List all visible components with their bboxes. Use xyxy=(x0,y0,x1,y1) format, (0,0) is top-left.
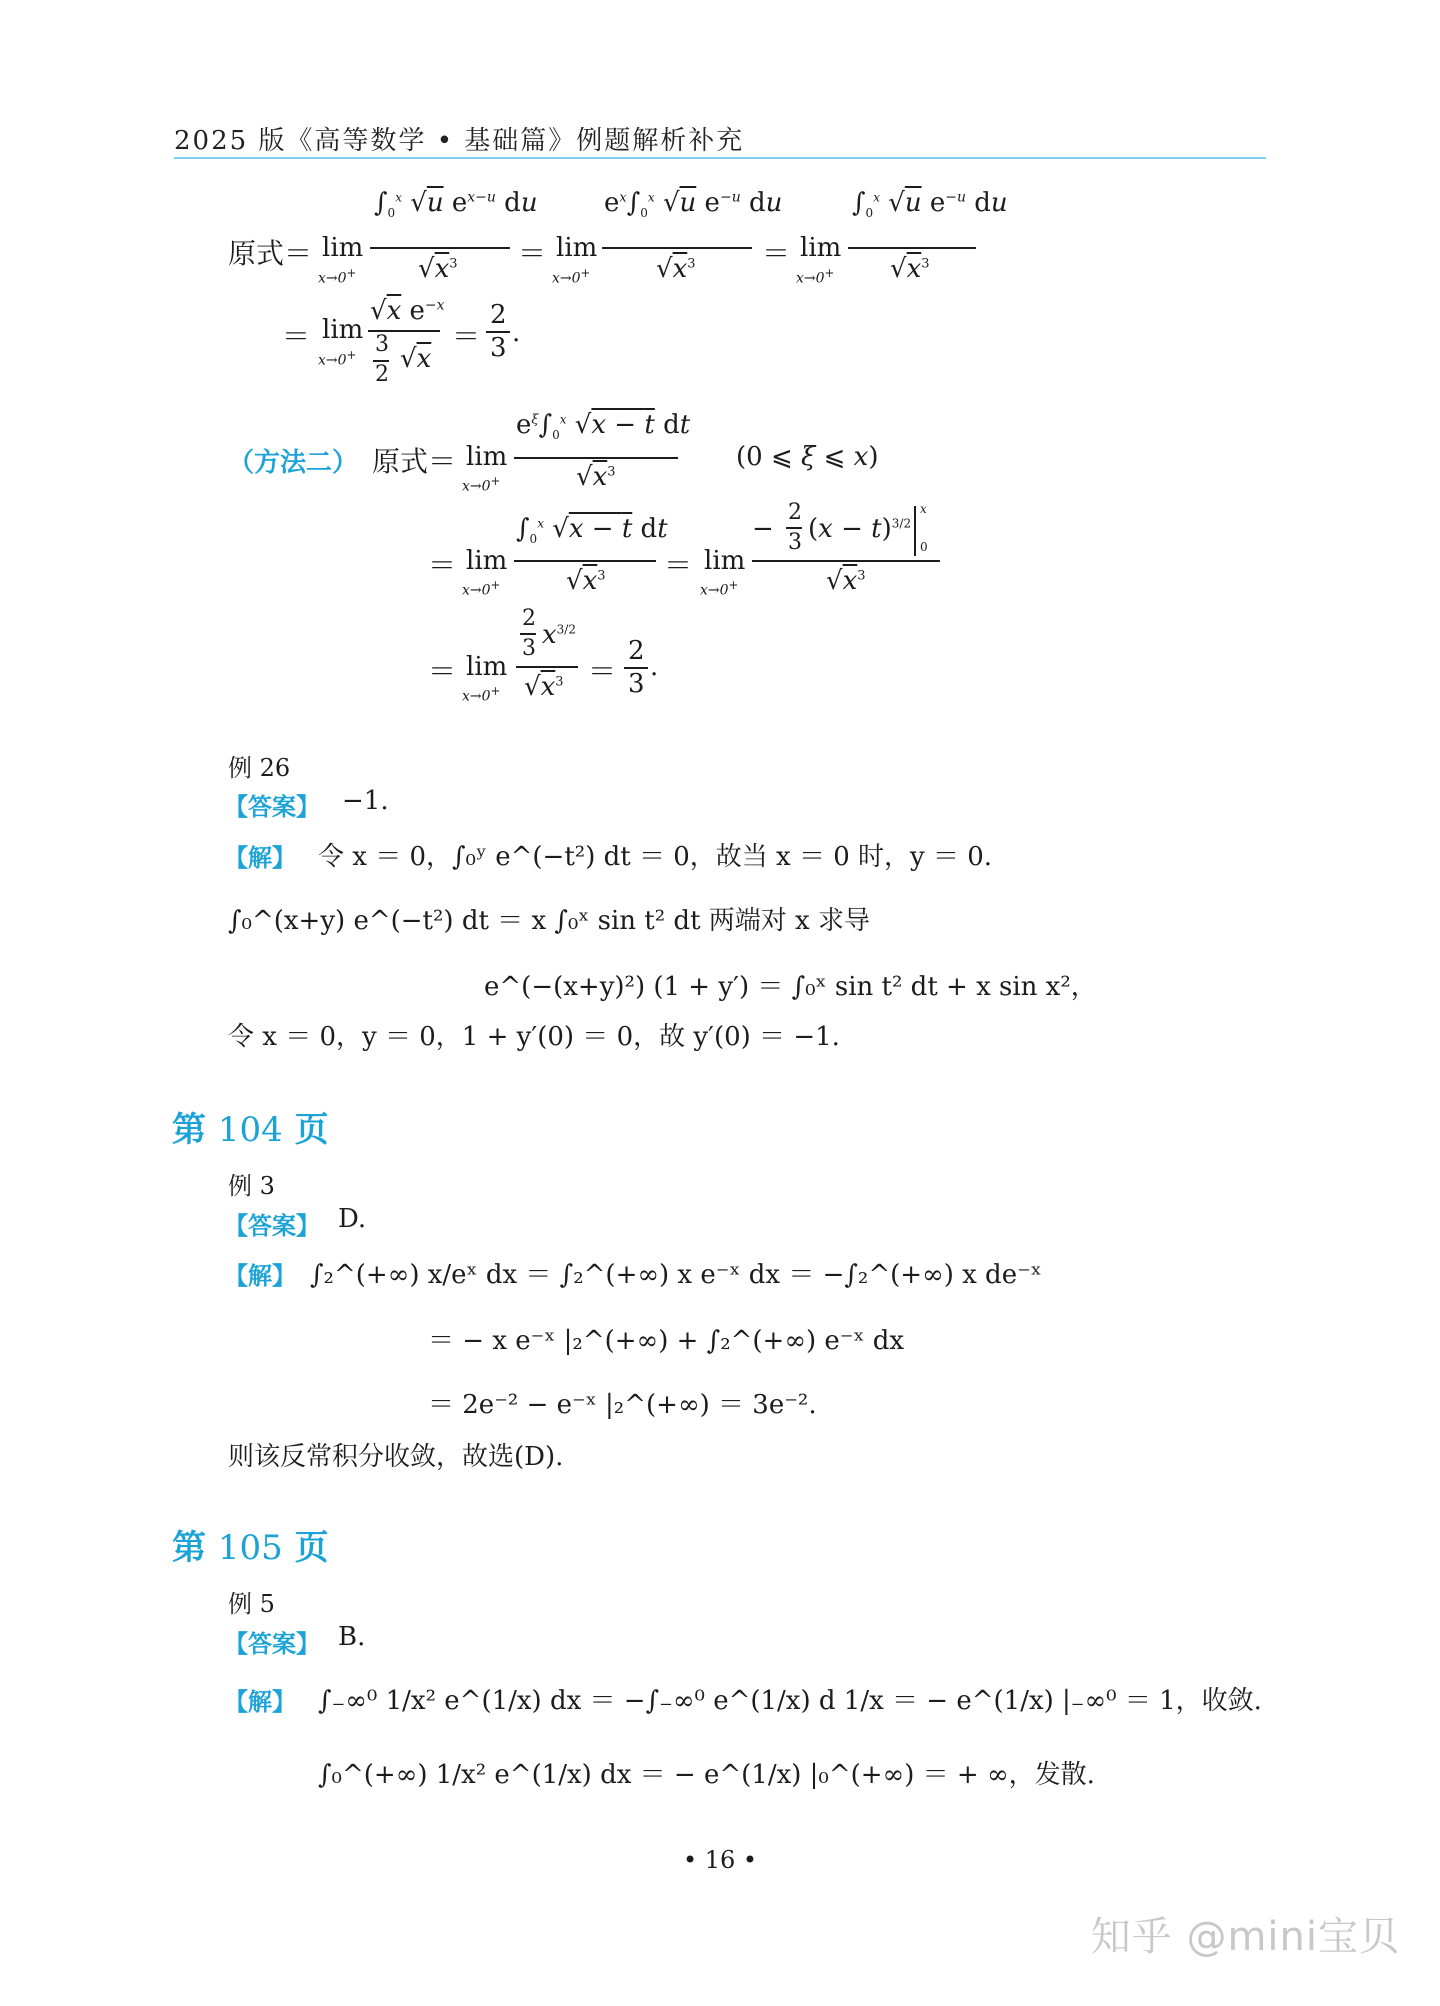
solution-line: 则该反常积分收敛，故选(D). xyxy=(228,1442,564,1472)
solution-line: e^(−(x+y)²) (1 + y′) ＝ ∫₀ˣ sin t² dt + x sin x²， xyxy=(484,972,1097,1002)
example-26-title: 例 26 xyxy=(228,754,291,782)
answer-tag: 【答案】 xyxy=(224,793,320,821)
solution-tag: 【解】 xyxy=(224,1688,296,1716)
running-title: 2025 版《高等数学 • 基础篇》例题解析补充 xyxy=(174,126,745,156)
section-heading-104: 第 104 页 xyxy=(172,1110,329,1150)
example-3-title: 例 3 xyxy=(228,1172,275,1200)
solution-tag: 【解】 xyxy=(224,1262,296,1290)
example-5-title: 例 5 xyxy=(228,1590,275,1618)
method-two-label: （方法二） xyxy=(228,448,359,478)
solution-line: 令 x ＝ 0，∫₀ʸ e^(−t²) dt ＝ 0，故当 x ＝ 0 时，y ＝ 0. xyxy=(318,842,993,872)
solution-line: 令 x ＝ 0，y ＝ 0，1 + y′(0) ＝ 0，故 y′(0) ＝ −1. xyxy=(228,1022,840,1052)
solution-line: ∫₀^(x+y) e^(−t²) dt ＝ x ∫₀ˣ sin t² dt 两端对 x 求导 xyxy=(228,906,870,936)
solution-line: ∫₂^(+∞) x/eˣ dx ＝ ∫₂^(+∞) x e⁻ˣ dx ＝ −∫₂^(+∞) x de⁻ˣ xyxy=(310,1260,1042,1290)
watermark: 知乎 @mini宝贝 xyxy=(1090,1914,1400,1960)
solution-line: ∫₀^(+∞) 1/x² e^(1/x) dx ＝ − e^(1/x) |₀^(+∞) ＝ + ∞，发散. xyxy=(318,1760,1095,1790)
answer-tag: 【答案】 xyxy=(224,1630,320,1658)
answer-value: B. xyxy=(338,1622,366,1652)
solution-line: ＝ − x e⁻ˣ |₂^(+∞) + ∫₂^(+∞) e⁻ˣ dx xyxy=(428,1326,905,1356)
header-rule xyxy=(174,157,1266,159)
answer-value: −1. xyxy=(342,786,389,816)
answer-tag: 【答案】 xyxy=(224,1212,320,1240)
section-heading-105: 第 105 页 xyxy=(172,1528,329,1568)
answer-value: D. xyxy=(338,1204,367,1234)
page-number: • 16 • xyxy=(682,1846,758,1874)
solution-line: ＝ 2e⁻² − e⁻ˣ |₂^(+∞) ＝ 3e⁻². xyxy=(428,1390,817,1420)
solution-line: ∫₋∞⁰ 1/x² e^(1/x) dx ＝ −∫₋∞⁰ e^(1/x) d 1/x ＝ − e^(1/x) |₋∞⁰ ＝ 1，收敛. xyxy=(318,1686,1262,1716)
solution-tag: 【解】 xyxy=(224,844,296,872)
